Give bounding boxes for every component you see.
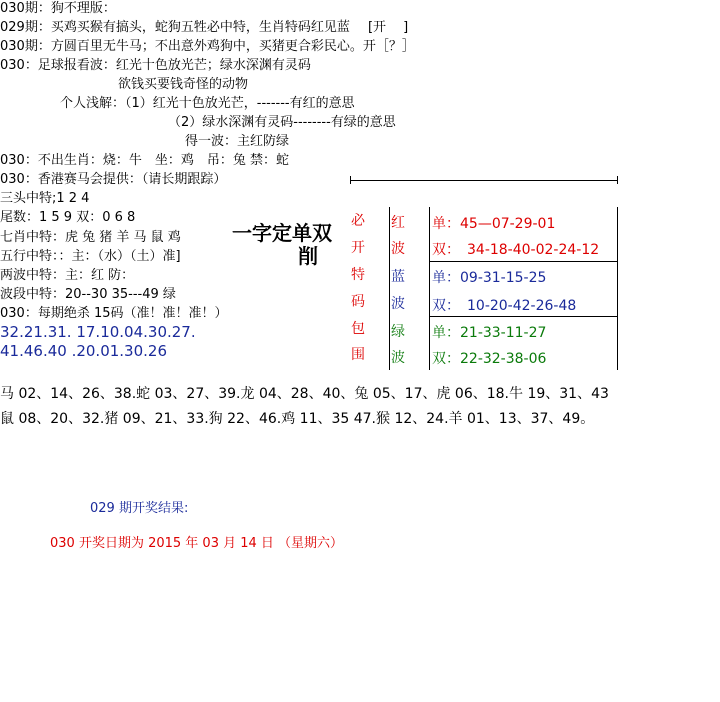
- previous-result-title: 029 期开奖结果:: [90, 501, 189, 516]
- single-double-title-suffix: 削: [298, 244, 318, 268]
- table-divider-2: [429, 207, 430, 370]
- open-tag: [开 ]: [367, 20, 409, 35]
- riddle-text-029: 029期：买鸡买猴有搞头，蛇狗五牲必中特，生肖特码红见蓝: [0, 20, 350, 35]
- interpretation-1: 个人浅解：（1）红光十色放光芒，-------有红的意思: [60, 96, 355, 111]
- green-wave-label-1: 绿: [391, 324, 405, 340]
- col1-char-2: 开: [351, 240, 365, 256]
- zodiac-numbers-row-2: 鼠 08、20、32.猪 09、21、33.狗 22、46.鸡 11、35 47.猴 12、24.羊 01、13、37、49。: [0, 411, 595, 427]
- kill-numbers-row-1: 32.21.31. 17.10.04.30.27.: [0, 323, 196, 341]
- riddle-line-029: [0, 19, 408, 37]
- table-tick-left: [350, 176, 351, 184]
- riddle-subtitle: 欲钱买要钱奇怪的动物: [118, 77, 249, 92]
- red-wave-label-2: 波: [391, 241, 405, 257]
- table-right-border: [617, 207, 618, 370]
- table-row-sep-1: [429, 261, 618, 262]
- kill-numbers-title: 030：每期绝杀 15码（准！准！准！）: [0, 306, 228, 321]
- kill-numbers-row-2: 41.46.40 .20.01.30.26: [0, 342, 167, 360]
- green-wave-label-2: 波: [391, 350, 405, 366]
- seven-zodiac: 七肖中特：虎 兔 猪 羊 马 鼠 鸡: [0, 230, 181, 245]
- wave-range: 波段中特：20--30 35---49 绿: [0, 287, 176, 302]
- green-single-numbers: 单：21-33-11-27: [432, 325, 547, 341]
- table-top-border: [350, 180, 618, 181]
- three-heads: 三头中特;1 2 4: [0, 191, 90, 206]
- two-waves: 两波中特：主：红 防：: [0, 268, 135, 283]
- jockey-club-line: 030：香港赛马会提供：（请长期跟踪）: [0, 172, 227, 187]
- col1-char-6: 围: [351, 347, 365, 363]
- excluded-zodiac: 030：不出生肖：烧：牛 坐：鸡 吊：兔 禁：蛇: [0, 153, 289, 168]
- wave-conclusion: 得一波：主红防绿: [185, 134, 290, 149]
- blue-double-numbers: 双： 10-20-42-26-48: [432, 298, 577, 314]
- zodiac-numbers-row-1: 马 02、14、26、38.蛇 03、27、39.龙 04、28、40、兔 05、17、虎 06、18.牛 19、31、43: [0, 386, 609, 402]
- five-elements: 五行中特：：主：（水）（土）准]: [0, 249, 181, 264]
- table-divider-1: [389, 207, 390, 370]
- riddle-line-030: 030期：方圆百里无牛马；不出意外鸡狗中，买猪更合彩民心。开［？］: [0, 39, 415, 54]
- red-wave-label-1: 红: [391, 215, 405, 231]
- blue-single-numbers: 单：09-31-15-25: [432, 270, 547, 286]
- draw-date: 030 开奖日期为 2015 年 03 月 14 日 （星期六）: [50, 536, 344, 551]
- issue-header: 030期：狗不理版：: [0, 1, 116, 16]
- col1-char-1: 必: [351, 213, 365, 229]
- red-double-numbers: 双： 34-18-40-02-24-12: [432, 242, 600, 258]
- col1-char-3: 特: [351, 267, 365, 283]
- col1-char-5: 包: [351, 321, 365, 337]
- table-row-sep-2: [429, 316, 618, 317]
- blue-wave-label-1: 蓝: [391, 269, 405, 285]
- table-tick-right: [617, 176, 618, 184]
- red-single-numbers: 单：45—07-29-01: [432, 216, 556, 232]
- single-double-title: 一字定单双: [232, 221, 332, 245]
- tail-numbers: 尾数：1 5 9 双：0 6 8: [0, 210, 136, 225]
- col1-char-4: 码: [351, 294, 365, 310]
- football-hint: 030：足球报看波：红光十色放光芒；绿水深渊有灵码: [0, 58, 311, 73]
- interpretation-2: （2）绿水深渊有灵码--------有绿的意思: [168, 115, 396, 130]
- blue-wave-label-2: 波: [391, 296, 405, 312]
- green-double-numbers: 双：22-32-38-06: [432, 351, 547, 367]
